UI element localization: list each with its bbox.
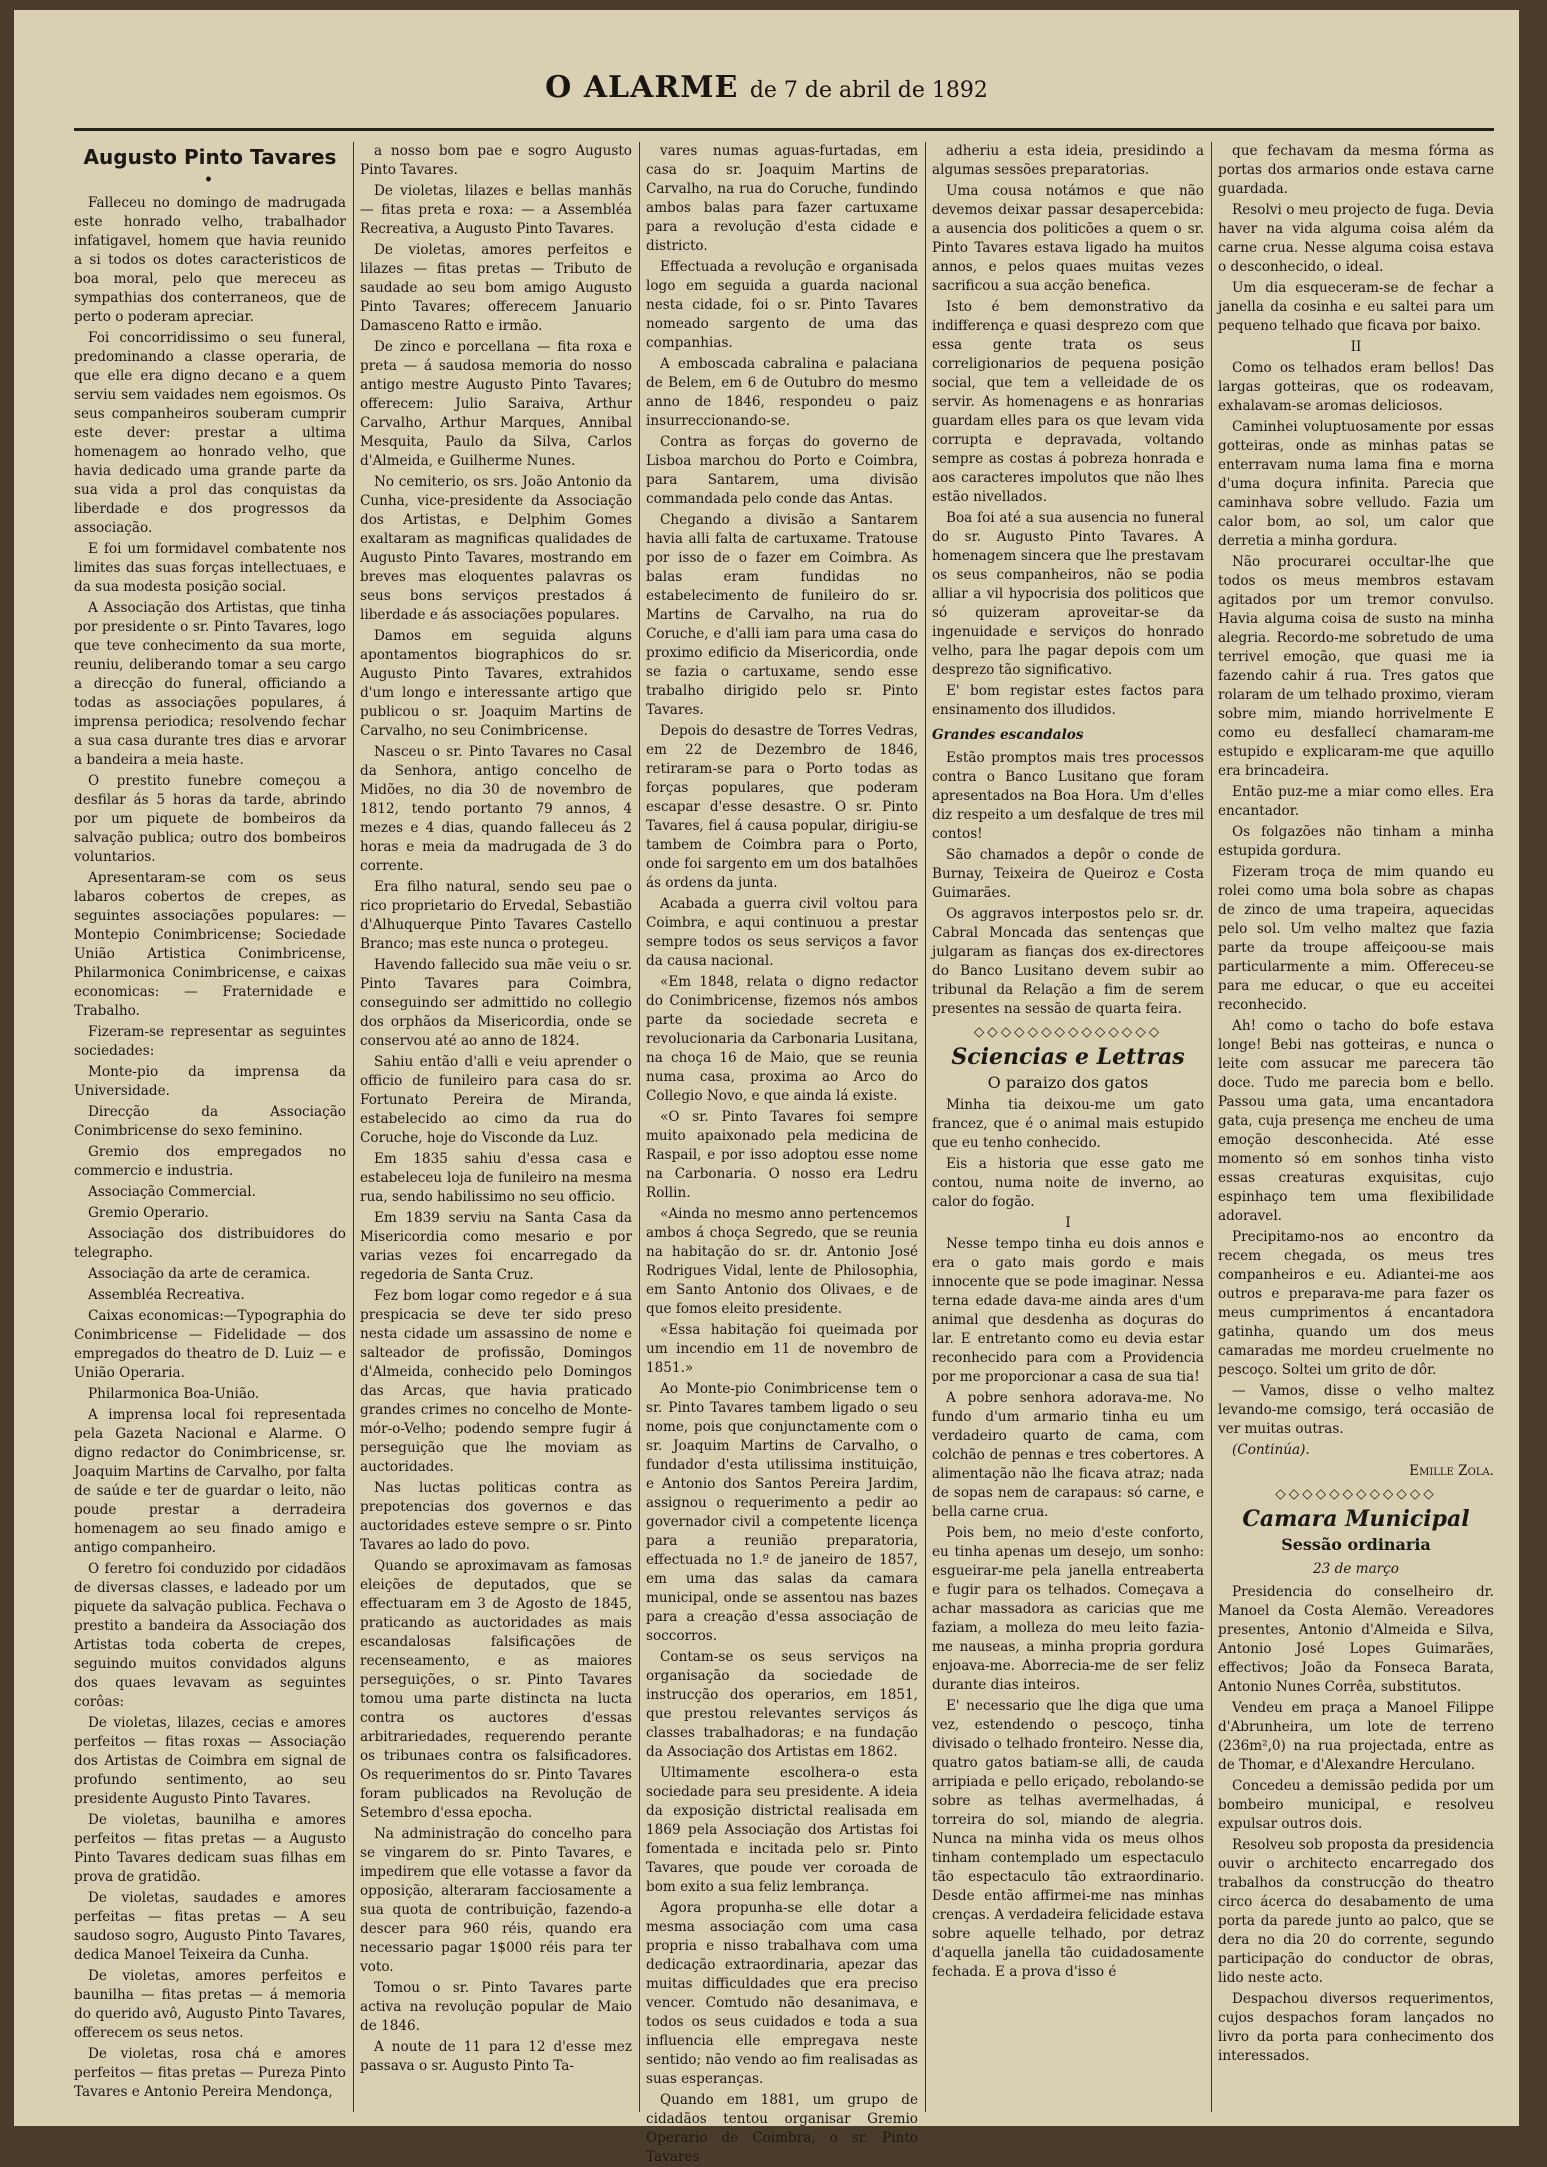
paragraph: De violetas, amores perfeitos e lilazes — fitas pretas — Tributo de saudade ao seu bom amigo Augusto Pinto Tavares; offerecem Januario Damasceno Ratto e irmão. <box>360 242 632 334</box>
obituary-header: Augusto Pinto Tavares <box>83 145 337 169</box>
paragraph: Eis a historia que esse gato me contou, numa noite de inverno, ao calor do fogão. <box>932 1156 1204 1210</box>
obituary-continued <box>360 142 632 2076</box>
paragraph: Presidencia do conselheiro dr. Manoel da Costa Alemão. Vereadores presentes, Antonio d'Almeida e Silva, Antonio José Lopes Guimarães, effectivos; João da Fonseca Barata, Antonio Nunes Corrêa, substitutos. <box>1218 1584 1494 1695</box>
paragraph: São chamados a depôr o conde de Burnay, Teixeira de Queiroz e Costa Guimarães. <box>932 847 1204 901</box>
story-body <box>932 1096 1204 1982</box>
paragraph: Fez bom logar como regedor e á sua prespicacia se deve ter sido preso nesta cidade um assassino de nome e salteador de profissão, Domingos d'Almeida, conhecido pelo Domingos das Arcas, que havia praticado grandes crimes no concelho de Monte-mór-o-Velho; podendo sempre fugir á perseguição que lhe moviam as auctoridades. <box>360 1288 632 1475</box>
paragraph: A imprensa local foi representada pela Gazeta Nacional e Alarme. O digno redactor do Conimbricense, sr. Joaquim Martins de Carvalho, por falta de saúde e ter de guardar o leito, não poude prestar a derradeira homenagem ao seu finado amigo e antigo companheiro. <box>74 1407 346 1556</box>
paragraph: De violetas, lilazes e bellas manhãs — fitas preta e roxa: — a Assembléa Recreativa, a Augusto Pinto Tavares. <box>360 183 632 237</box>
column-3 <box>646 142 918 2165</box>
paragraph: Contam-se os seus serviços na organisação da sociedade de instrucção dos operarios, em 1851, que prestou relevantes serviços ás classes trabalhadoras; e na fundação da Associação dos Artistas em 1862. <box>646 1649 918 1760</box>
paragraph: Concedeu a demissão pedida por um bombeiro municipal, e resolveu expulsar outros dois. <box>1218 1778 1494 1832</box>
column-5 <box>1218 142 1494 2112</box>
ornament-row: ◇◇◇◇◇◇◇◇◇◇◇◇◇◇ <box>973 1024 1163 1040</box>
paragraph: Pois bem, no meio d'este conforto, eu tinha apenas um desejo, um sonho: esgueirar-me pela janella entreaberta e fugir para os telhados. Começava a achar massadora as caricias que me faziam, a molleza do meu leito fazia-me nauseas, a minha propria gordura enjoava-me. Aborrecia-me de ser feliz durante dias inteiros. <box>932 1525 1204 1693</box>
paragraph: Apresentaram-se com os seus labaros cobertos de crepes, as seguintes associações populares: — Montepio Conimbricense; Sociedade União Artistica Conimbricense, Philarmonica Conimbricense, e caixas economicas: — Fraternidade e Trabalho. <box>74 870 346 1019</box>
biography-continued <box>646 142 918 2167</box>
paragraph: Em 1835 sahiu d'essa casa e estabeleceu loja de funileiro na mesma rua, sendo habilissimo no seu officio. <box>360 1151 632 1205</box>
paragraph: Damos em seguida alguns apontamentos biographicos do sr. Augusto Pinto Tavares, extrahidos d'um longo e interessante artigo que publicou o sr. Joaquim Martins de Carvalho, no seu Conimbricense. <box>360 628 632 739</box>
newspaper-page <box>14 10 1519 2165</box>
column-1 <box>74 142 346 2112</box>
ornament-row: ◇◇◇◇◇◇◇◇◇◇◇◇ <box>1275 1486 1437 1502</box>
news-header: Grandes escandalos <box>932 727 1084 743</box>
session-title: Sessão ordinaria <box>1281 1535 1431 1554</box>
paragraph: Assembléa Recreativa. <box>88 1287 245 1303</box>
section-header-camara: Camara Municipal <box>1242 1506 1470 1532</box>
paragraph: «O sr. Pinto Tavares foi sempre muito apaixonado pela medicina de Raspail, e por isso adoptou esse nome na Carbonaria. O nosso era Ledru Rollin. <box>646 1109 918 1201</box>
paragraph: Como os telhados eram bellos! Das largas gotteiras, que os rodeavam, exhalavam-se aromas deliciosos. <box>1218 360 1494 414</box>
paragraph: Não procurarei occultar-lhe que todos os meus membros estavam agitados por um tremor convulso. Havia alguma coisa de susto na minha alegria. Recordo-me sobretudo de uma terrivel emoção, que quasi me ia fazendo cahir á rua. Tres gatos que rolaram de um telhado proximo, vieram sobre mim, miando horrivelmente E como eu desfallecí chamaram-me estupido e explicaram-me que aquillo era brincadeira. <box>1218 554 1494 779</box>
biography-end <box>932 142 1204 720</box>
continua-note: (Continúa). <box>1232 1442 1310 1458</box>
paragraph: adheriu a esta ideia, presidindo a algumas sessões preparatorias. <box>932 143 1204 178</box>
paragraph: Gremio dos empregados no commercio e industria. <box>74 1144 346 1179</box>
story-continued <box>1218 142 1494 1439</box>
paragraph: Effectuada a revolução e organisada logo em seguida a guarda nacional nesta cidade, foi o sr. Pinto Tavares nomeado sargento de uma das companhias. <box>646 259 918 351</box>
paragraph: De violetas, lilazes, cecias e amores perfeitos — fitas roxas — Associação dos Artistas de Coimbra em signal de profundo sentimento, ao seu presidente Augusto Pinto Tavares. <box>74 1715 346 1807</box>
ornament: • <box>204 172 216 188</box>
column-divider <box>353 142 354 2112</box>
paragraph: Ao Monte-pio Conimbricense tem o sr. Pinto Tavares tambem ligado o seu nome, pois que conjunctamente com o sr. Joaquim Martins de Carvalho, o fundador d'esta utilissima instituição, e Antonio dos Santos Pereira Jardim, assignou o requerimento a pedir ao governador civil a competente licença para a reunião preparatoria, effectuada no 1.º de janeiro de 1857, em uma das salas da camara municipal, onde se assentou nas bazes para a creação d'essa associação de soccorros. <box>646 1381 918 1644</box>
session-body <box>1218 1583 1494 2066</box>
paragraph: De zinco e porcellana — fita roxa e preta — á saudosa memoria do nosso antigo mestre Augusto Pinto Tavares; offerecem: Julio Saraiva, Arthur Carvalho, Arthur Marques, Annibal Mesquita, Paulo da Silva, Carlos d'Almeida, e Guilherme Nunes. <box>360 339 632 469</box>
paragraph: Era filho natural, sendo seu pae o rico proprietario do Ervedal, Sebastião d'Alhuquerque Pinto Tavares Castello Branco; mas este nunca o protegeu. <box>360 879 632 952</box>
paragraph: Isto é bem demonstrativo da indifferença e quasi desprezo com que essa gente trata os seus correligionarios de pequena posição social, que tem a velleidade de os servir. As homenagens e as honrarias guardam elles para os que levam vida corrupta e depravada, voltando sempre as costas á pobreza honrada e aos caracteres impolutos que não lhes estão nivellados. <box>932 299 1204 505</box>
paragraph: — Vamos, disse o velho maltez levando-me comsigo, terá occasião de ver muitas outras. <box>1218 1383 1494 1437</box>
issue-date: de 7 de abril de 1892 <box>749 78 988 103</box>
paragraph: I <box>1065 1215 1071 1231</box>
newspaper-title: O ALARME <box>545 70 739 105</box>
column-2 <box>360 142 632 2112</box>
paragraph: Nesse tempo tinha eu dois annos e era o gato mais gordo e mais innocente que se pode imaginar. Nessa terna edade dava-me ainda ares d'um animal que desdenha as doçuras do lar. E entretanto como eu devia estar reconhecido para com a Providencia por me proporcionar a casa de sua tia! <box>932 1236 1204 1385</box>
paragraph: Vendeu em praça a Manoel Filippe d'Abrunheira, um lote de terreno (236m²,0) na rua projectada, entre as de Thomar, e d'Alexandre Herculano. <box>1218 1700 1494 1773</box>
paragraph: Despachou diversos requerimentos, cujos despachos foram lançados no livro da porta para conhecimento dos interessados. <box>1218 1991 1494 2064</box>
paragraph: «Ainda no mesmo anno pertencemos ambos á choça Segredo, que se reunia na habitação do sr. dr. Antonio José Rodrigues Vidal, lente de Philosophia, em Santo Antonio dos Olivaes, e de que fomos eleito presidente. <box>646 1206 918 1317</box>
paragraph: Os folgazões não tinham a minha estupida gordura. <box>1218 824 1494 859</box>
author-signature: Emille Zola. <box>1409 1463 1494 1479</box>
paragraph: E' necessario que lhe diga que uma vez, estendendo o pescoço, tinha divisado o telhado fronteiro. Nesse dia, quatro gatos batiam-se alli, de cauda arripiada e pello eriçado, rebolando-se sobre as telhas avermelhadas, á torreira do sol, miando de alegria. Nunca na minha vida os meus olhos tinham contemplado um espectaculo tão espectaculo tão extraordinario. Desde então affirmei-me nas minhas crenças. A verdadeira felicidade estava sobre aquelle telhado, por detraz d'aquella janella tão cuidadosamente fechada. E a prova d'isso é <box>932 1698 1204 1980</box>
paragraph: Caixas economicas:—Typographia do Conimbricense — Fidelidade — dos empregados do theatro de D. Luiz — e União Operaria. <box>74 1308 346 1381</box>
section-header-sciencias: Sciencias e Lettras <box>951 1044 1185 1070</box>
paragraph: De violetas, baunilha e amores perfeitos — fitas pretas — a Augusto Pinto Tavares dedicam suas filhas em prova de gratidão. <box>74 1812 346 1885</box>
paragraph: A noute de 11 para 12 d'esse mez passava o sr. Augusto Pinto Ta- <box>360 2039 632 2074</box>
paragraph: Precipitamo-nos ao encontro da recem chegada, os meus tres companheiros e eu. Adiantei-me aos outros e preparava-me para fazer os meus cumprimentos á encantadora gatinha, quando um dos meus camaradas me mordeu cruelmente no pescoço. Soltei um grito de dôr. <box>1218 1229 1494 1378</box>
column-4 <box>932 142 1204 2112</box>
paragraph: Philarmonica Boa-União. <box>88 1386 260 1402</box>
paragraph: Nas luctas politicas contra as prepotencias dos governos e das auctoridades esteve sempre o sr. Pinto Tavares ao lado do povo. <box>360 1480 632 1553</box>
paragraph: Boa foi até a sua ausencia no funeral do sr. Augusto Pinto Tavares. A homenagem sincera que lhe prestavam os seus companheiros, não se podia alliar a vil hypocrisia dos politicos que só quizeram aproveitar-se da ingenuidade e serviços do honrado velho, para lhe pagar depois com um desprezo tão significativo. <box>932 510 1204 678</box>
paragraph: Direcção da Associação Conimbricense do sexo feminino. <box>74 1104 346 1139</box>
paragraph: Sahiu então d'alli e veiu aprender o officio de funileiro para casa do sr. Fortunato Pereira de Miranda, estabelecido ao cimo da rua do Coruche, hoje do Visconde da Luz. <box>360 1054 632 1146</box>
paragraph: Fizeram troça de mim quando eu rolei como uma bola sobre as chapas de zinco de uma trapeira, aquecidas pelo sol. Um velho maltez que fazia parte da troupe affeiçoou-se mais particularmente a mim. Offereceu-se para me educar, o que eu acceitei reconhecido. <box>1218 864 1494 1013</box>
session-date: 23 de março <box>1313 1561 1399 1577</box>
paragraph: Monte-pio da imprensa da Universidade. <box>74 1064 346 1099</box>
column-divider <box>925 142 926 2112</box>
masthead <box>14 70 1519 105</box>
column-divider <box>639 142 640 2112</box>
paragraph: Ah! como o tacho do bofe estava longe! Bebi nas gotteiras, e nunca o leite com assucar me parecera tão doce. Tudo me parecia bom e bello. Passou uma gata, uma encantadora gata, cuja presença me encheu de uma emoção desconhecida. Até esse momento só em sonhos tinha visto essas creaturas exquisitas, cujo espinhaço tem uma flexibilidade adoravel. <box>1218 1018 1494 1224</box>
paragraph: Foi concorridissimo o seu funeral, predominando a classe operaria, de que elle era digno decano e a quem serviu sem vaidades nem egoismos. Os seus companheiros souberam cumprir este dever: prestar a ultima homenagem ao honrado velho, que havia dedicado uma grande parte da sua vida a prol das conquistas da liberdade e dos progressos da associação. <box>74 330 346 536</box>
paragraph: Contra as forças do governo de Lisboa marchou do Porto e Coimbra, para Santarem, uma divisão commandada pelo conde das Antas. <box>646 434 918 507</box>
paragraph: vares numas aguas-furtadas, em casa do sr. Joaquim Martins de Carvalho, na rua do Coruche, fundindo ambos balas para fazer cartuxame para a revolução d'esta cidade e districto. <box>646 143 918 254</box>
header-rule <box>74 128 1494 131</box>
paragraph: Agora propunha-se elle dotar a mesma associação com uma casa propria e nisso trabalhava com uma dedicação extraordinaria, apezar das muitas difficuldades que era preciso vencer. Comtudo não desanimava, e todos os seus cuidados e toda a sua influencia elle empregava neste sentido; não vendo ao fim realisadas as suas esperanças. <box>646 1900 918 2087</box>
paragraph: Havendo fallecido sua mãe veiu o sr. Pinto Tavares para Coimbra, conseguindo ser admittido no collegio dos orphãos da Misericordia, onde se conservou até ao anno de 1824. <box>360 957 632 1049</box>
paragraph: Caminhei voluptuosamente por essas gotteiras, onde as minhas patas se enterravam numa lama fina e morna d'uma doçura infinita. Parecia que caminhava sobre velludo. Fazia um calor bom, ao sol, um calor que derretia a minha gordura. <box>1218 419 1494 549</box>
paragraph: que fechavam da mesma fórma as portas dos armarios onde estava carne guardada. <box>1218 143 1494 197</box>
paragraph: O feretro foi conduzido por cidadãos de diversas classes, e ladeado por um piquete da salvação publica. Fechava o prestito a bandeira da Associação dos Artistas toda coberta de crepes, seguindo muitos convidados alguns dos quaes levavam as seguintes corôas: <box>74 1561 346 1710</box>
paragraph: Os aggravos interpostos pelo sr. dr. Cabral Moncada das sentenças que julgaram as fianças dos ex-directores do Banco Lusitano devem subir ao tribunal da Relação a fim de serem presentes na sessão de quarta feira. <box>932 906 1204 1017</box>
news-body <box>932 749 1204 1019</box>
paragraph: Quando se aproximavam as famosas eleições de deputados, que se effectuaram em 3 de Agosto de 1845, praticando as auctoridades as mais escandalosas falsificações de recenseamento, e as maiores perseguições, o sr. Pinto Tavares tomou uma parte distincta na lucta contra os auctores d'essas arbitrariedades, requerendo perante os tribunaes contra os falsificadores. Os requerimentos do sr. Pinto Tavares foram publicados na Revolução de Setembro d'essa epocha. <box>360 1558 632 1821</box>
column-divider <box>1211 142 1212 2112</box>
story-title: O paraizo dos gatos <box>987 1073 1149 1092</box>
paragraph: A emboscada cabralina e palaciana de Belem, em 6 de Outubro do mesmo anno de 1846, respondeu o paiz insurreccionando-se. <box>646 356 918 429</box>
paragraph: A pobre senhora adorava-me. No fundo d'um armario tinha eu um verdadeiro quarto de cama, com colchão de pennas e tres cobertores. A alimentação não lhe ficava atraz; nada de sopas nem de carapaus: só carne, e bella carne crua. <box>932 1390 1204 1520</box>
paragraph: E' bom registar estes factos para ensinamento dos illudidos. <box>932 683 1204 718</box>
paragraph: Uma cousa notámos e que não devemos deixar passar desapercebida: a ausencia dos politicões a quem o sr. Pinto Tavares estava ligado ha muitos annos, e pelos quaes muitas vezes sacrificou a sua acção benefica. <box>932 183 1204 294</box>
paragraph: Associação dos distribuidores do telegrapho. <box>74 1226 346 1261</box>
paragraph: Falleceu no domingo de madrugada este honrado velho, trabalhador infatigavel, homem que havia reunido a si todos os dotes caracteristicos de boa moral, pelo que mereceu as sympathias dos conterraneos, que de perto o poderam apreciar. <box>74 195 346 325</box>
paragraph: Depois do desastre de Torres Vedras, em 22 de Dezembro de 1846, retiraram-se para o Porto todas as forças populares, que poderam escapar d'esse desastre. O sr. Pinto Tavares, fiel á causa popular, dirigiu-se tambem de Coimbra para o Porto, onde foi sargento em um dos batalhões ás ordens da junta. <box>646 723 918 891</box>
paragraph: Gremio Operario. <box>88 1205 209 1221</box>
paragraph: «Essa habitação foi queimada por um incendio em 11 de novembro de 1851.» <box>646 1322 918 1376</box>
paragraph: Acabada a guerra civil voltou para Coimbra, e aqui continuou a prestar sempre todos os seus serviços a favor da causa nacional. <box>646 896 918 969</box>
paragraph: Ultimamente escolhera-o esta sociedade para seu presidente. A ideia da exposição districtal realisada em 1869 pela Associação dos Artistas foi fomentada e incitada pelo sr. Pinto Tavares, que poude ver coroada de bom exito a sua feliz lembrança. <box>646 1765 918 1895</box>
paragraph: De violetas, amores perfeitos e baunilha — fitas pretas — á memoria do querido avô, Augusto Pinto Tavares, offerecem os seus netos. <box>74 1968 346 2041</box>
paragraph: Em 1839 serviu na Santa Casa da Misericordia como mesario e por varias vezes foi encarregado da regedoria de Santa Cruz. <box>360 1210 632 1283</box>
paragraph: Chegando a divisão a Santarem havia alli falta de cartuxame. Tratouse por isso de o fazer em Coimbra. As balas eram fundidas no estabelecimento de funileiro do sr. Martins de Carvalho, na rua do Coruche, e d'alli iam para uma casa do proximo edificio da Misericordia, onde se fazia o cartuxame, sendo esse trabalho dirigido pelo sr. Pinto Tavares. <box>646 512 918 718</box>
paragraph: E foi um formidavel combatente nos limites das suas forças intellectuaes, e da sua modesta posição social. <box>74 541 346 595</box>
paragraph: A Associação dos Artistas, que tinha por presidente o sr. Pinto Tavares, logo que teve conhecimento da sua morte, reuniu, deliberando tomar a seu cargo a direcção do funeral, officiando a todas as associações populares, á imprensa periodica; resolvendo fechar a sua casa durante tres dias e arvorar a bandeira a meia haste. <box>74 600 346 768</box>
paragraph: Tomou o sr. Pinto Tavares parte activa na revolução popular de Maio de 1846. <box>360 1980 632 2034</box>
paragraph: Na administração do concelho para se vingarem do sr. Pinto Tavares, e impedirem que elle votasse a favor da opposição, alteraram facciosamente a sua quota de contribuição, fazendo-a descer para 960 réis, quando era necessario pagar 1$000 réis para ter voto. <box>360 1826 632 1975</box>
paragraph: II <box>1350 339 1362 355</box>
paragraph: Resolveu sob proposta da presidencia ouvir o architecto encarregado dos trabalhos da construcção do theatro circo ácerca do desabamento de uma porta da parede junto ao palco, que se dera no dia 20 do corrente, segundo participação do conductor de obras, lido neste acto. <box>1218 1837 1494 1986</box>
paragraph: Estão promptos mais tres processos contra o Banco Lusitano que foram apresentados na Boa Hora. Um d'elles diz respeito a um desfalque de tres mil contos! <box>932 750 1204 842</box>
paragraph: De violetas, rosa chá e amores perfeitos — fitas pretas — Pureza Pinto Tavares e Antonio Pereira Mendonça, <box>74 2046 346 2100</box>
obituary-body <box>74 194 346 2102</box>
paragraph: Nasceu o sr. Pinto Tavares no Casal da Senhora, antigo concelho de Midões, no dia 30 de novembro de 1812, tendo portanto 79 annos, 4 mezes e 4 dias, quando falleceu ás 2 horas e meia da madrugada de 3 do corrente. <box>360 744 632 874</box>
paragraph: Associação da arte de ceramica. <box>88 1266 311 1282</box>
paragraph: O prestito funebre começou a desfilar ás 5 horas da tarde, abrindo por um piquete de bombeiros da salvação publica; outro dos bombeiros voluntarios. <box>74 773 346 865</box>
paragraph: No cemiterio, os srs. João Antonio da Cunha, vice-presidente da Associação dos Artistas, e Delphim Gomes exaltaram as magnificas qualidades de Augusto Pinto Tavares, mostrando em breves mas eloquentes palavras os seus bons serviços prestados á liberdade e ás associações populares. <box>360 474 632 623</box>
paragraph: «Em 1848, relata o digno redactor do Conimbricense, fizemos nós ambos parte da sociedade secreta e revolucionaria da Carbonaria Lusitana, na choça 16 de Maio, que se reunia numa casa, proxima ao Arco do Collegio Novo, e que ainda lá existe. <box>646 974 918 1104</box>
paragraph: Um dia esqueceram-se de fechar a janella da cosinha e eu saltei para um pequeno telhado que ficava por baixo. <box>1218 280 1494 334</box>
paragraph: Minha tia deixou-me um gato francez, que é o animal mais estupido que eu tenho conhecido. <box>932 1097 1204 1151</box>
paragraph: a nosso bom pae e sogro Augusto Pinto Tavares. <box>360 143 632 178</box>
paragraph: Quando em 1881, um grupo de cidadãos tentou organisar Gremio Operario de Coimbra, o sr. Pinto Tavares <box>646 2092 918 2165</box>
paragraph: Fizeram-se representar as seguintes sociedades: <box>74 1024 346 1059</box>
paragraph: Então puz-me a miar como elles. Era encantador. <box>1218 784 1494 819</box>
paragraph: Resolvi o meu projecto de fuga. Devia haver na vida alguma coisa além da carne crua. Nesse alguma coisa estava o desconhecido, o ideal. <box>1218 202 1494 275</box>
paragraph: Associação Commercial. <box>88 1184 256 1200</box>
paragraph: De violetas, saudades e amores perfeitas — fitas pretas — A seu saudoso sogro, Augusto Pinto Tavares, dedica Manoel Teixeira da Cunha. <box>74 1890 346 1963</box>
